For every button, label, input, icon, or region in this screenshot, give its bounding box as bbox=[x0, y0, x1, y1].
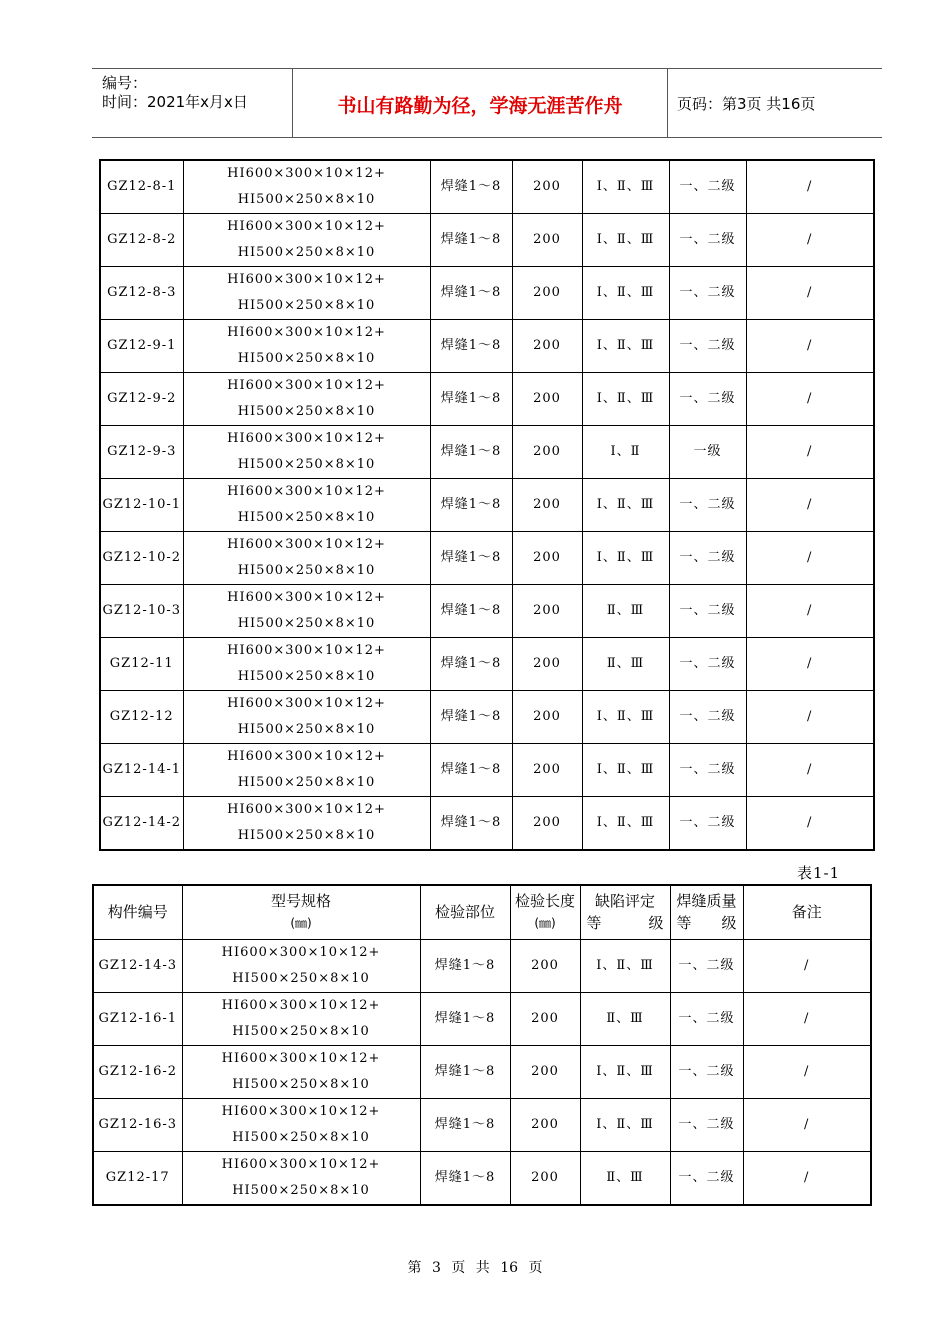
spec-line-1: HI600×300×10×12+ bbox=[227, 537, 386, 552]
remark-cell: / bbox=[746, 479, 874, 532]
col-header-defect-grade-2: 级 bbox=[648, 914, 664, 933]
defect-grade-cell: Ⅰ、Ⅱ、Ⅲ bbox=[580, 1098, 670, 1151]
length-cell: 200 bbox=[512, 373, 582, 426]
spec-line-2: HI500×250×8×10 bbox=[232, 1129, 370, 1145]
weld-quality-cell: 一、二级 bbox=[670, 939, 743, 992]
length-cell: 200 bbox=[512, 585, 582, 638]
col-header-defect-grade-1: 等 bbox=[586, 914, 602, 933]
spec-line-1: HI600×300×10×12+ bbox=[221, 944, 381, 960]
component-id-cell: GZ12-11 bbox=[100, 638, 183, 691]
remark-cell: / bbox=[743, 1098, 871, 1151]
location-cell: 焊缝1～8 bbox=[430, 160, 512, 214]
col-header-spec bbox=[182, 885, 420, 939]
page-header bbox=[92, 68, 882, 138]
table-row bbox=[100, 160, 874, 214]
component-id-cell: GZ12-16-1 bbox=[93, 992, 182, 1045]
col-header-length-unit: (㎜) bbox=[534, 916, 556, 931]
location-cell: 焊缝1～8 bbox=[430, 585, 512, 638]
component-id-cell: GZ12-16-2 bbox=[93, 1045, 182, 1098]
table-row bbox=[100, 320, 874, 373]
component-id-cell: GZ12-17 bbox=[93, 1151, 182, 1205]
length-cell: 200 bbox=[510, 939, 580, 992]
spec-cell bbox=[183, 585, 430, 638]
spec-line-1: HI600×300×10×12+ bbox=[221, 997, 381, 1013]
document-time-label: 时间：2021年x月x日 bbox=[102, 93, 248, 111]
defect-grade-cell: Ⅰ、Ⅱ、Ⅲ bbox=[580, 1045, 670, 1098]
table-row bbox=[93, 992, 871, 1045]
location-cell: 焊缝1～8 bbox=[430, 426, 512, 479]
table-row bbox=[100, 744, 874, 797]
table-row bbox=[100, 373, 874, 426]
defect-grade-cell: Ⅰ、Ⅱ、Ⅲ bbox=[582, 320, 669, 373]
defect-grade-cell: Ⅰ、Ⅱ、Ⅲ bbox=[580, 939, 670, 992]
spec-cell bbox=[183, 532, 430, 585]
remark-cell: / bbox=[746, 160, 874, 214]
length-cell: 200 bbox=[512, 214, 582, 267]
weld-quality-cell: 一、二级 bbox=[669, 267, 746, 320]
component-id-cell: GZ12-10-3 bbox=[100, 585, 183, 638]
defect-grade-cell: Ⅱ、Ⅲ bbox=[582, 638, 669, 691]
component-id-cell: GZ12-9-1 bbox=[100, 320, 183, 373]
spec-cell bbox=[183, 373, 430, 426]
col-header-location: 检验部位 bbox=[420, 885, 510, 939]
length-cell: 200 bbox=[512, 744, 582, 797]
remark-cell: / bbox=[743, 992, 871, 1045]
col-header-length bbox=[510, 885, 580, 939]
col-header-spec-label: 型号规格 bbox=[270, 892, 331, 911]
spec-line-1: HI600×300×10×12+ bbox=[221, 1156, 381, 1172]
weld-quality-cell: 一、二级 bbox=[669, 373, 746, 426]
spec-line-1: HI600×300×10×12+ bbox=[221, 1050, 381, 1066]
table-row bbox=[100, 691, 874, 744]
defect-grade-cell: Ⅱ、Ⅲ bbox=[580, 992, 670, 1045]
component-id-cell: GZ12-14-3 bbox=[93, 939, 182, 992]
location-cell: 焊缝1～8 bbox=[420, 992, 510, 1045]
spec-line-2: HI500×250×8×10 bbox=[237, 457, 376, 472]
length-cell: 200 bbox=[512, 267, 582, 320]
spec-cell bbox=[182, 939, 420, 992]
component-id-cell: GZ12-10-2 bbox=[100, 532, 183, 585]
spec-line-2: HI500×250×8×10 bbox=[237, 192, 376, 207]
defect-grade-cell: Ⅰ、Ⅱ、Ⅲ bbox=[582, 691, 669, 744]
remark-cell: / bbox=[743, 1045, 871, 1098]
length-cell: 200 bbox=[510, 992, 580, 1045]
spec-line-1: HI600×300×10×12+ bbox=[227, 431, 386, 446]
col-header-spec-unit: (㎜) bbox=[290, 916, 312, 931]
defect-grade-cell: Ⅰ、Ⅱ、Ⅲ bbox=[582, 373, 669, 426]
defect-grade-cell: Ⅰ、Ⅱ、Ⅲ bbox=[582, 214, 669, 267]
col-header-remark: 备注 bbox=[743, 885, 871, 939]
spec-line-1: HI600×300×10×12+ bbox=[227, 590, 386, 605]
weld-quality-cell: 一、二级 bbox=[669, 479, 746, 532]
remark-cell: / bbox=[746, 585, 874, 638]
component-id-cell: GZ12-8-2 bbox=[100, 214, 183, 267]
spec-line-1: HI600×300×10×12+ bbox=[221, 1103, 381, 1119]
defect-grade-cell: Ⅰ、Ⅱ、Ⅲ bbox=[582, 532, 669, 585]
remark-cell: / bbox=[746, 638, 874, 691]
location-cell: 焊缝1～8 bbox=[420, 1098, 510, 1151]
length-cell: 200 bbox=[512, 532, 582, 585]
weld-quality-cell: 一、二级 bbox=[669, 320, 746, 373]
component-id-cell: GZ12-10-1 bbox=[100, 479, 183, 532]
page-footer: 第 3 页 共 16 页 bbox=[407, 1260, 543, 1276]
inspection-table bbox=[92, 884, 872, 1206]
table-row bbox=[100, 638, 874, 691]
table-row bbox=[93, 1098, 871, 1151]
spec-line-2: HI500×250×8×10 bbox=[237, 351, 376, 366]
table-row bbox=[93, 1151, 871, 1205]
remark-cell: / bbox=[743, 1151, 871, 1205]
spec-cell bbox=[182, 1098, 420, 1151]
location-cell: 焊缝1～8 bbox=[430, 214, 512, 267]
length-cell: 200 bbox=[510, 1045, 580, 1098]
defect-grade-cell: Ⅰ、Ⅱ bbox=[582, 426, 669, 479]
weld-quality-cell: 一、二级 bbox=[670, 1151, 743, 1205]
remark-cell: / bbox=[746, 744, 874, 797]
spec-line-1: HI600×300×10×12+ bbox=[227, 802, 386, 817]
spec-cell bbox=[183, 426, 430, 479]
defect-grade-cell: Ⅰ、Ⅱ、Ⅲ bbox=[582, 797, 669, 851]
remark-cell: / bbox=[746, 691, 874, 744]
spec-line-2: HI500×250×8×10 bbox=[237, 775, 376, 790]
defect-grade-cell: Ⅰ、Ⅱ、Ⅲ bbox=[582, 267, 669, 320]
weld-quality-cell: 一、二级 bbox=[669, 160, 746, 214]
spec-cell bbox=[182, 1151, 420, 1205]
table-row bbox=[100, 214, 874, 267]
spec-line-1: HI600×300×10×12+ bbox=[227, 696, 386, 711]
table-row bbox=[100, 585, 874, 638]
col-header-quality-grade-1: 等 bbox=[676, 914, 692, 933]
col-header-id: 构件编号 bbox=[93, 885, 182, 939]
component-id-cell: GZ12-9-3 bbox=[100, 426, 183, 479]
length-cell: 200 bbox=[512, 691, 582, 744]
weld-quality-cell: 一、二级 bbox=[669, 638, 746, 691]
spec-line-2: HI500×250×8×10 bbox=[237, 404, 376, 419]
header-motto-cell bbox=[292, 69, 668, 137]
inspection-table-body bbox=[100, 160, 874, 850]
document-number-label: 编号： bbox=[102, 74, 148, 92]
spec-line-2: HI500×250×8×10 bbox=[237, 828, 376, 843]
spec-cell bbox=[182, 1045, 420, 1098]
length-cell: 200 bbox=[512, 797, 582, 851]
col-header-defect bbox=[580, 885, 670, 939]
spec-line-2: HI500×250×8×10 bbox=[237, 563, 376, 578]
spec-line-2: HI500×250×8×10 bbox=[232, 1076, 370, 1092]
inspection-table-body bbox=[93, 939, 871, 1205]
spec-line-2: HI500×250×8×10 bbox=[237, 298, 376, 313]
location-cell: 焊缝1～8 bbox=[420, 939, 510, 992]
spec-line-2: HI500×250×8×10 bbox=[232, 970, 370, 986]
table-row bbox=[100, 426, 874, 479]
component-id-cell: GZ12-12 bbox=[100, 691, 183, 744]
spec-line-1: HI600×300×10×12+ bbox=[227, 643, 386, 658]
weld-quality-cell: 一、二级 bbox=[669, 532, 746, 585]
col-header-defect-label: 缺陷评定 bbox=[594, 892, 655, 911]
location-cell: 焊缝1～8 bbox=[420, 1151, 510, 1205]
header-motto: 书山有路勤为径，学海无涯苦作舟 bbox=[337, 95, 623, 117]
col-header-defect-grade bbox=[581, 912, 670, 934]
table-header-row bbox=[93, 885, 871, 939]
location-cell: 焊缝1～8 bbox=[430, 320, 512, 373]
component-id-cell: GZ12-9-2 bbox=[100, 373, 183, 426]
length-cell: 200 bbox=[512, 160, 582, 214]
spec-line-2: HI500×250×8×10 bbox=[237, 510, 376, 525]
weld-quality-cell: 一、二级 bbox=[670, 1045, 743, 1098]
spec-cell bbox=[183, 267, 430, 320]
spec-cell bbox=[183, 797, 430, 851]
remark-cell: / bbox=[746, 426, 874, 479]
table-row bbox=[93, 939, 871, 992]
spec-line-1: HI600×300×10×12+ bbox=[227, 325, 386, 340]
defect-grade-cell: Ⅱ、Ⅲ bbox=[580, 1151, 670, 1205]
location-cell: 焊缝1～8 bbox=[420, 1045, 510, 1098]
location-cell: 焊缝1～8 bbox=[430, 532, 512, 585]
spec-line-1: HI600×300×10×12+ bbox=[227, 219, 386, 234]
spec-cell bbox=[183, 744, 430, 797]
length-cell: 200 bbox=[512, 479, 582, 532]
col-header-quality-grade bbox=[671, 912, 743, 934]
component-id-cell: GZ12-14-1 bbox=[100, 744, 183, 797]
component-id-cell: GZ12-8-3 bbox=[100, 267, 183, 320]
spec-line-2: HI500×250×8×10 bbox=[232, 1182, 370, 1198]
length-cell: 200 bbox=[512, 320, 582, 373]
length-cell: 200 bbox=[512, 638, 582, 691]
spec-line-1: HI600×300×10×12+ bbox=[227, 166, 386, 181]
location-cell: 焊缝1～8 bbox=[430, 744, 512, 797]
defect-grade-cell: Ⅰ、Ⅱ、Ⅲ bbox=[582, 744, 669, 797]
location-cell: 焊缝1～8 bbox=[430, 373, 512, 426]
inspection-table-continued bbox=[99, 159, 875, 851]
location-cell: 焊缝1～8 bbox=[430, 479, 512, 532]
remark-cell: / bbox=[746, 267, 874, 320]
table-row bbox=[93, 1045, 871, 1098]
col-header-length-label: 检验长度 bbox=[514, 892, 575, 911]
defect-grade-cell: Ⅰ、Ⅱ、Ⅲ bbox=[582, 479, 669, 532]
remark-cell: / bbox=[746, 373, 874, 426]
col-header-quality bbox=[670, 885, 743, 939]
spec-line-2: HI500×250×8×10 bbox=[237, 669, 376, 684]
weld-quality-cell: 一、二级 bbox=[669, 585, 746, 638]
remark-cell: / bbox=[746, 797, 874, 851]
weld-quality-cell: 一、二级 bbox=[669, 744, 746, 797]
remark-cell: / bbox=[746, 214, 874, 267]
location-cell: 焊缝1～8 bbox=[430, 638, 512, 691]
weld-quality-cell: 一、二级 bbox=[669, 691, 746, 744]
spec-cell bbox=[183, 479, 430, 532]
length-cell: 200 bbox=[510, 1098, 580, 1151]
location-cell: 焊缝1～8 bbox=[430, 797, 512, 851]
weld-quality-cell: 一、二级 bbox=[670, 1098, 743, 1151]
remark-cell: / bbox=[746, 320, 874, 373]
spec-line-2: HI500×250×8×10 bbox=[232, 1023, 370, 1039]
col-header-quality-label: 焊缝质量 bbox=[676, 892, 737, 911]
table-row bbox=[100, 479, 874, 532]
spec-cell bbox=[183, 691, 430, 744]
spec-cell bbox=[183, 160, 430, 214]
defect-grade-cell: Ⅰ、Ⅱ、Ⅲ bbox=[582, 160, 669, 214]
spec-cell bbox=[183, 638, 430, 691]
header-page-number: 页码：第3页 共16页 bbox=[677, 95, 816, 113]
location-cell: 焊缝1～8 bbox=[430, 267, 512, 320]
spec-line-2: HI500×250×8×10 bbox=[237, 245, 376, 260]
weld-quality-cell: 一、二级 bbox=[670, 992, 743, 1045]
weld-quality-cell: 一级 bbox=[669, 426, 746, 479]
location-cell: 焊缝1～8 bbox=[430, 691, 512, 744]
header-meta bbox=[92, 69, 292, 137]
spec-line-1: HI600×300×10×12+ bbox=[227, 484, 386, 499]
weld-quality-cell: 一、二级 bbox=[669, 797, 746, 851]
table-row bbox=[100, 532, 874, 585]
spec-cell bbox=[183, 320, 430, 373]
weld-quality-cell: 一、二级 bbox=[669, 214, 746, 267]
spec-cell bbox=[182, 992, 420, 1045]
remark-cell: / bbox=[746, 532, 874, 585]
defect-grade-cell: Ⅱ、Ⅲ bbox=[582, 585, 669, 638]
spec-line-1: HI600×300×10×12+ bbox=[227, 272, 386, 287]
table-row bbox=[100, 797, 874, 851]
length-cell: 200 bbox=[510, 1151, 580, 1205]
component-id-cell: GZ12-16-3 bbox=[93, 1098, 182, 1151]
col-header-quality-grade-2: 级 bbox=[721, 914, 737, 933]
component-id-cell: GZ12-14-2 bbox=[100, 797, 183, 851]
table-caption: 表1-1 bbox=[797, 864, 841, 882]
spec-line-2: HI500×250×8×10 bbox=[237, 722, 376, 737]
remark-cell: / bbox=[743, 939, 871, 992]
spec-line-2: HI500×250×8×10 bbox=[237, 616, 376, 631]
table-row bbox=[100, 267, 874, 320]
spec-cell bbox=[183, 214, 430, 267]
component-id-cell: GZ12-8-1 bbox=[100, 160, 183, 214]
spec-line-1: HI600×300×10×12+ bbox=[227, 749, 386, 764]
header-page-cell bbox=[667, 69, 882, 137]
length-cell: 200 bbox=[512, 426, 582, 479]
spec-line-1: HI600×300×10×12+ bbox=[227, 378, 386, 393]
